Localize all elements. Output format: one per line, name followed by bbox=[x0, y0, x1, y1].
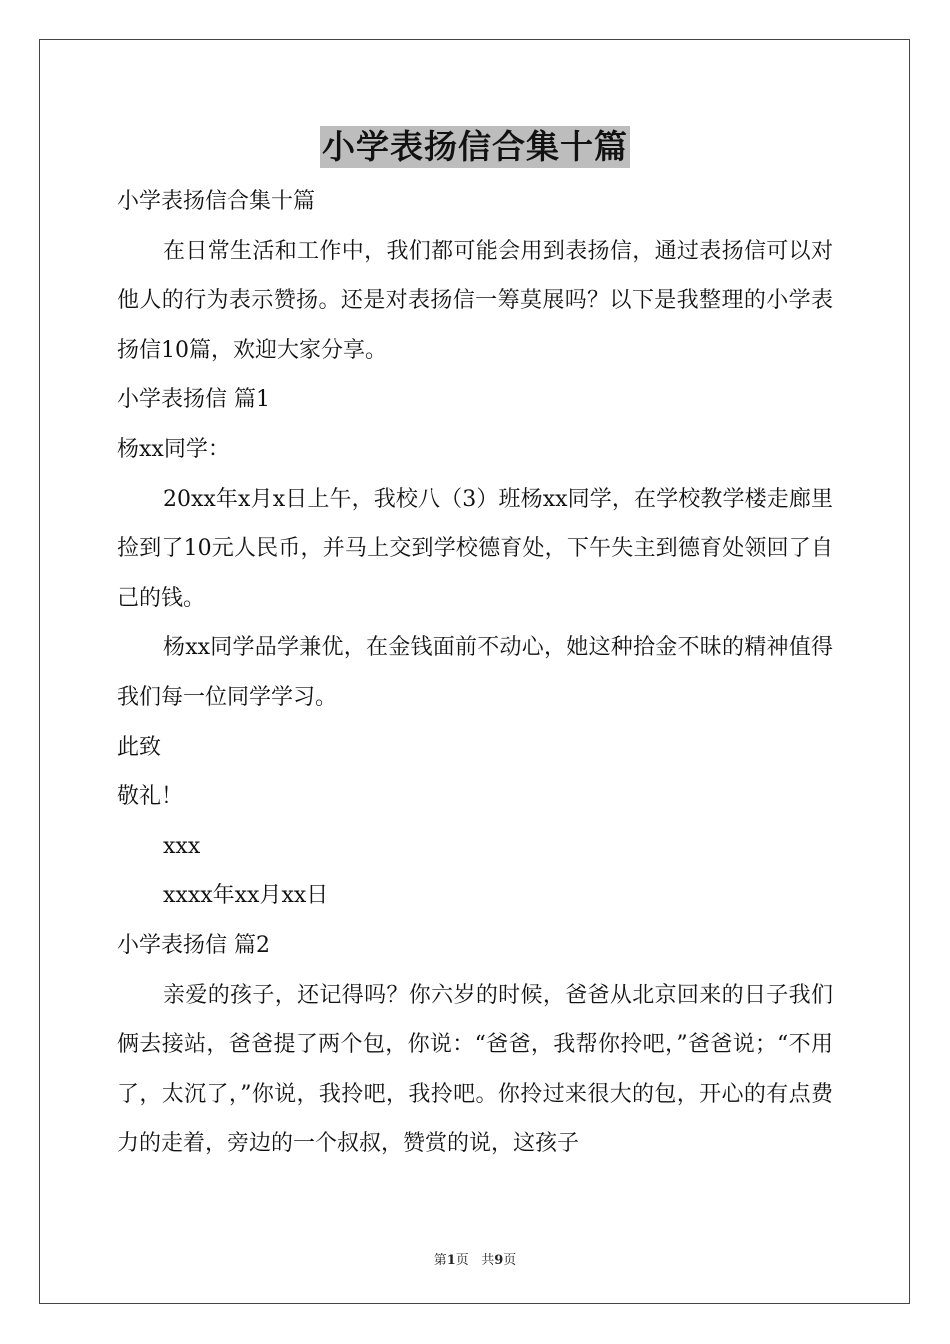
document-title: 小学表扬信合集十篇 bbox=[322, 127, 628, 166]
title-container bbox=[0, 126, 950, 168]
closing-greeting: 敬礼！ bbox=[117, 784, 184, 810]
subtitle: 小学表扬信合集十篇 bbox=[117, 189, 316, 214]
page-footer bbox=[0, 1249, 950, 1268]
body-paragraph: 亲爱的孩子，还记得吗？你六岁的时候，爸爸从北京回来的日子我们俩去接站，爸爸提了两个包，你说：“爸爸，我帮你拎吧，”爸爸说；“不用了，太沉了，”你说，我拎吧，我拎吧。你拎过来很大的包，开心的有点费力的走着，旁边的一个叔叔，赞赏的说，这孩子 bbox=[117, 982, 833, 1157]
closing-line: 此致 bbox=[117, 734, 162, 760]
page-prefix: 第 bbox=[433, 1253, 447, 1268]
section-heading-1: 小学表扬信 篇1 bbox=[117, 387, 270, 413]
body-paragraph: 20xx年x月x日上午，我校八（3）班杨xx同学，在学校教学楼走廊里捡到了10元人民币，并马上交到学校德育处，下午失主到德育处领回了自己的钱。 bbox=[117, 486, 833, 611]
page-suffix: 页 bbox=[503, 1253, 517, 1268]
date-line: xxxx年xx月xx日 bbox=[163, 883, 329, 909]
total-pages-number: 9 bbox=[494, 1253, 504, 1268]
intro-paragraph: 在日常生活和工作中，我们都可能会用到表扬信，通过表扬信可以对他人的行为表示赞扬。还是对表扬信一筹莫展吗？以下是我整理的小学表扬信10篇，欢迎大家分享。 bbox=[117, 238, 833, 363]
salutation: 杨xx同学： bbox=[117, 436, 230, 462]
section-heading-2: 小学表扬信 篇2 bbox=[117, 932, 270, 958]
document-body bbox=[117, 177, 833, 1169]
page-mid: 页 共 bbox=[455, 1253, 495, 1268]
body-paragraph: 杨xx同学品学兼优，在金钱面前不动心，她这种拾金不昧的精神值得我们每一位同学学习。 bbox=[117, 635, 833, 710]
current-page-number: 1 bbox=[446, 1253, 456, 1268]
signature: xxx bbox=[163, 833, 201, 859]
